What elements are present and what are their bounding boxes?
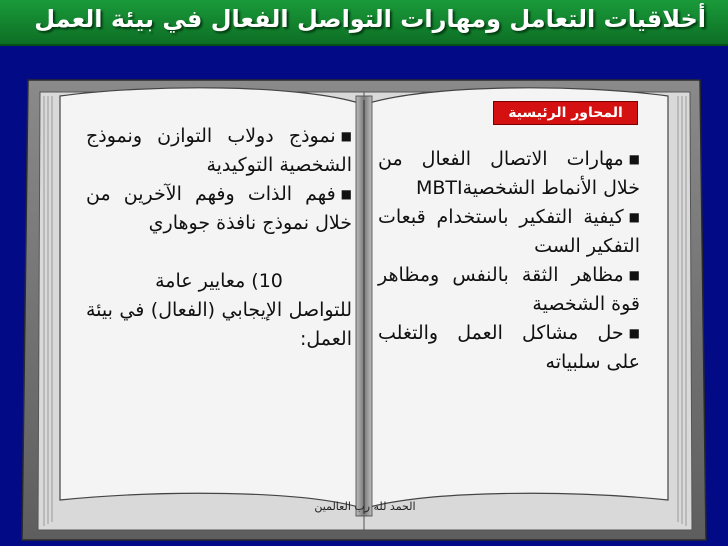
criteria-heading: 10) معايير عامة <box>155 270 283 292</box>
right-list-item: ■كيفية التفكير باستخدام قبعات التفكير الست <box>378 203 640 261</box>
spacer <box>86 238 352 267</box>
square-bullet-icon: ■ <box>628 268 640 282</box>
right-list-item: ■مظاهر الثقة بالنفس ومظاهر قوة الشخصية <box>378 261 640 319</box>
right-list-item: ■مهارات الاتصال الفعال من خلال الأنماط الشخصيةMBTI <box>378 145 640 203</box>
square-bullet-icon: ■ <box>340 129 352 143</box>
square-bullet-icon: ■ <box>340 187 352 201</box>
slide-title: أخلاقيات التعامل ومهارات التواصل الفعال في بيئة العمل <box>34 5 706 33</box>
right-list-item: ■حل مشاكل العمل والتغلب على سلبياته <box>378 319 640 377</box>
right-page-content <box>378 145 640 377</box>
criteria-text: للتواصل الإيجابي (الفعال) في بيئة العمل: <box>86 299 352 350</box>
square-bullet-icon: ■ <box>628 210 640 224</box>
left-list-item: ■فهم الذات وفهم الآخرين من خلال نموذج نافذة جوهاري <box>86 180 352 238</box>
footer-caption: الحمد لله رب العالمين <box>314 500 416 513</box>
left-page-content <box>86 122 352 354</box>
square-bullet-icon: ■ <box>628 152 640 166</box>
main-topics-badge: المحاور الرئيسية <box>493 101 638 125</box>
square-bullet-icon: ■ <box>628 326 640 340</box>
left-list-item: ■نموذج دولاب التوازن ونموذج الشخصية التوكيدية <box>86 122 352 180</box>
